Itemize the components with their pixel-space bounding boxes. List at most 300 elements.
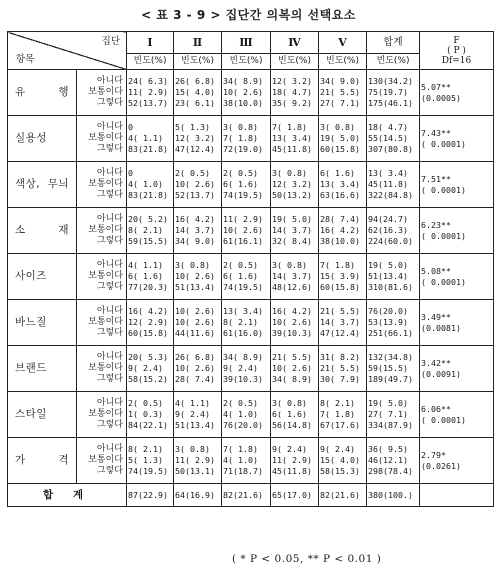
frequency-value: 4( 1.0) — [223, 455, 258, 465]
frequency-cell — [174, 300, 222, 346]
frequency-value: 72(19.0) — [223, 144, 263, 154]
frequency-value: 10( 2.6) — [272, 317, 312, 327]
row-label: 바느질 — [8, 300, 77, 346]
frequency-value: 12( 3.2) — [272, 179, 312, 189]
frequency-cell — [367, 392, 420, 438]
frequency-value: 59(15.5) — [368, 363, 408, 373]
frequency-cell — [271, 300, 319, 346]
frequency-cell — [271, 162, 319, 208]
table-row — [8, 254, 494, 300]
frequency-cell — [271, 392, 319, 438]
frequency-value: 4( 1.0) — [223, 409, 258, 419]
frequency-value: 12( 2.9) — [128, 317, 168, 327]
freq-subheader: 빈도(%) — [367, 54, 420, 70]
response-options — [77, 254, 127, 300]
total-value: 380(100.) — [367, 484, 420, 507]
frequency-value: 51(13.4) — [368, 271, 408, 281]
response-option: 그렇다 — [96, 190, 123, 200]
frequency-cell — [174, 70, 222, 116]
frequency-value: 9( 2.4) — [272, 444, 307, 454]
response-option: 그렇다 — [96, 236, 123, 246]
frequency-value: 71(18.7) — [223, 466, 263, 476]
total-label: 합 계 — [8, 484, 127, 507]
f-value-cell — [420, 438, 494, 484]
frequency-value: 322(84.8) — [368, 190, 413, 200]
frequency-cell — [174, 116, 222, 162]
frequency-cell — [222, 254, 271, 300]
f-value: ( 0.0001) — [421, 184, 466, 195]
frequency-value: 51(13.4) — [175, 282, 215, 292]
frequency-value: 7( 1.8) — [320, 260, 355, 270]
frequency-value: 132(34.8) — [368, 352, 413, 362]
frequency-value: 45(11.8) — [272, 144, 312, 154]
f-value-cell — [420, 162, 494, 208]
frequency-cell — [174, 392, 222, 438]
group-header-3: Ⅲ — [222, 32, 271, 54]
frequency-value: 16( 4.2) — [320, 225, 360, 235]
frequency-value: 36( 9.5) — [368, 444, 408, 454]
frequency-value: 46(12.1) — [368, 455, 408, 465]
table-row — [8, 116, 494, 162]
frequency-cell — [319, 116, 367, 162]
frequency-value: 4( 1.0) — [128, 179, 163, 189]
f-value: (0.0261) — [421, 460, 461, 471]
frequency-value: 52(13.7) — [175, 190, 215, 200]
frequency-value: 8( 2.1) — [128, 444, 163, 454]
frequency-value: 15( 4.0) — [175, 87, 215, 97]
freq-subheader: 빈도(%) — [319, 54, 367, 70]
frequency-value: 19( 5.0) — [272, 214, 312, 224]
frequency-cell — [271, 346, 319, 392]
frequency-value: 20( 5.2) — [128, 214, 168, 224]
frequency-value: 14( 3.7) — [272, 225, 312, 235]
frequency-value: 2( 0.5) — [175, 168, 210, 178]
frequency-value: 34( 9.0) — [320, 76, 360, 86]
f-value-cell — [420, 300, 494, 346]
frequency-value: 52(13.7) — [128, 98, 168, 108]
frequency-value: 32( 8.4) — [272, 236, 312, 246]
frequency-cell — [127, 392, 174, 438]
item-axis-label: 항목 — [16, 54, 35, 65]
total-value: 82(21.6) — [319, 484, 367, 507]
frequency-value: 94(24.7) — [368, 214, 408, 224]
freq-subheader: 빈도(%) — [174, 54, 222, 70]
frequency-value: 6( 1.6) — [223, 271, 258, 281]
frequency-cell — [174, 162, 222, 208]
frequency-value: 39(10.3) — [272, 328, 312, 338]
frequency-cell — [127, 254, 174, 300]
response-options — [77, 438, 127, 484]
response-options — [77, 392, 127, 438]
f-value: ( 0.0001) — [421, 230, 466, 241]
response-option: 보통이다 — [88, 179, 123, 189]
frequency-value: 45(11.8) — [272, 466, 312, 476]
frequency-value: 9( 2.4) — [128, 363, 163, 373]
f-value-cell — [420, 116, 494, 162]
frequency-cell — [367, 70, 420, 116]
frequency-value: 15( 3.9) — [320, 271, 360, 281]
frequency-value: 10( 2.6) — [175, 306, 215, 316]
frequency-value: 3( 0.8) — [175, 444, 210, 454]
row-label: 유 행 — [8, 70, 77, 116]
frequency-cell — [319, 438, 367, 484]
frequency-cell — [222, 438, 271, 484]
frequency-value: 7( 1.8) — [223, 444, 258, 454]
frequency-cell — [367, 254, 420, 300]
frequency-value: 26( 6.8) — [175, 76, 215, 86]
frequency-cell — [174, 438, 222, 484]
group-header-5: Ⅴ — [319, 32, 367, 54]
frequency-value: 0 — [128, 168, 133, 178]
response-option: 그렇다 — [96, 98, 123, 108]
f-statistic-header — [420, 32, 494, 70]
frequency-value: 62(16.3) — [368, 225, 408, 235]
total-f-empty — [420, 484, 494, 507]
frequency-value: 8( 2.1) — [128, 225, 163, 235]
frequency-value: 23( 6.1) — [175, 98, 215, 108]
frequency-value: 130(34.2) — [368, 76, 413, 86]
frequency-value: 61(16.0) — [223, 328, 263, 338]
frequency-value: 4( 1.1) — [128, 133, 163, 143]
f-value-cell — [420, 70, 494, 116]
frequency-value: 7( 1.8) — [223, 133, 258, 143]
frequency-cell — [367, 300, 420, 346]
response-options — [77, 162, 127, 208]
frequency-value: 3( 0.8) — [272, 260, 307, 270]
frequency-cell — [127, 162, 174, 208]
frequency-value: 3( 0.8) — [175, 260, 210, 270]
frequency-value: 47(12.4) — [320, 328, 360, 338]
frequency-value: 76(20.0) — [223, 420, 263, 430]
frequency-value: 8( 2.1) — [320, 398, 355, 408]
frequency-value: 74(19.5) — [128, 466, 168, 476]
frequency-cell — [319, 162, 367, 208]
f-value: 2.79* — [421, 449, 446, 460]
f-value: 5.08** — [421, 265, 451, 276]
frequency-cell — [319, 392, 367, 438]
frequency-cell — [127, 116, 174, 162]
f-value: 7.51** — [421, 173, 451, 184]
frequency-value: 15( 4.0) — [320, 455, 360, 465]
frequency-value: 28( 7.4) — [175, 374, 215, 384]
response-option: 그렇다 — [96, 374, 123, 384]
table-row — [8, 162, 494, 208]
response-option: 아니다 — [96, 76, 123, 86]
frequency-value: 74(19.5) — [223, 282, 263, 292]
frequency-value: 60(15.8) — [320, 144, 360, 154]
frequency-cell — [222, 346, 271, 392]
frequency-value: 6( 1.6) — [320, 168, 355, 178]
frequency-value: 6( 1.6) — [128, 271, 163, 281]
frequency-value: 19( 5.0) — [368, 260, 408, 270]
frequency-value: 10( 2.6) — [175, 179, 215, 189]
frequency-value: 27( 7.1) — [368, 409, 408, 419]
frequency-cell — [319, 346, 367, 392]
response-option: 보통이다 — [88, 317, 123, 327]
frequency-value: 38(10.0) — [223, 98, 263, 108]
frequency-value: 6( 1.6) — [223, 179, 258, 189]
table-row — [8, 300, 494, 346]
f-value: ( 0.0001) — [421, 138, 466, 149]
frequency-value: 38(10.0) — [320, 236, 360, 246]
frequency-cell — [319, 208, 367, 254]
header-row-groups — [8, 32, 494, 54]
frequency-cell — [319, 70, 367, 116]
frequency-cell — [367, 438, 420, 484]
frequency-cell — [222, 208, 271, 254]
response-options — [77, 208, 127, 254]
f-value: (0.0081) — [421, 322, 461, 333]
frequency-cell — [271, 438, 319, 484]
frequency-value: 60(15.8) — [320, 282, 360, 292]
frequency-value: 21( 5.5) — [320, 306, 360, 316]
response-option: 아니다 — [96, 306, 123, 316]
response-option: 그렇다 — [96, 144, 123, 154]
response-option: 아니다 — [96, 168, 123, 178]
frequency-value: 34( 8.9) — [223, 76, 263, 86]
frequency-value: 189(49.7) — [368, 374, 413, 384]
f-header-line: Df=16 — [441, 55, 472, 66]
freq-subheader: 빈도(%) — [222, 54, 271, 70]
f-value-cell — [420, 208, 494, 254]
frequency-cell — [222, 300, 271, 346]
frequency-value: 2( 0.5) — [128, 398, 163, 408]
frequency-value: 50(13.2) — [272, 190, 312, 200]
frequency-value: 67(17.6) — [320, 420, 360, 430]
response-options — [77, 116, 127, 162]
frequency-value: 13( 3.4) — [368, 168, 408, 178]
response-option: 보통이다 — [88, 409, 123, 419]
frequency-value: 5( 1.3) — [128, 455, 163, 465]
frequency-value: 13( 3.4) — [223, 306, 263, 316]
total-value: 87(22.9) — [127, 484, 174, 507]
frequency-value: 3( 0.8) — [320, 122, 355, 132]
frequency-value: 74(19.5) — [223, 190, 263, 200]
f-header-line: F — [453, 35, 460, 46]
response-option: 그렇다 — [96, 466, 123, 476]
frequency-value: 13( 3.4) — [272, 133, 312, 143]
frequency-value: 307(80.8) — [368, 144, 413, 154]
frequency-value: 20( 5.3) — [128, 352, 168, 362]
response-options — [77, 300, 127, 346]
f-value: 6.06** — [421, 403, 451, 414]
frequency-value: 83(21.8) — [128, 190, 168, 200]
frequency-value: 10( 2.6) — [223, 225, 263, 235]
group-header-1: Ⅰ — [127, 32, 174, 54]
corner-header-cell — [8, 32, 127, 70]
frequency-value: 76(20.0) — [368, 306, 408, 316]
frequency-cell — [127, 300, 174, 346]
table-row — [8, 346, 494, 392]
frequency-value: 7( 1.8) — [272, 122, 307, 132]
total-value: 82(21.6) — [222, 484, 271, 507]
frequency-cell — [127, 70, 174, 116]
response-option: 그렇다 — [96, 420, 123, 430]
f-value: (0.0005) — [421, 92, 461, 103]
response-options — [77, 70, 127, 116]
frequency-value: 77(20.3) — [128, 282, 168, 292]
frequency-cell — [367, 162, 420, 208]
frequency-value: 334(87.9) — [368, 420, 413, 430]
frequency-cell — [319, 254, 367, 300]
frequency-value: 9( 2.4) — [175, 409, 210, 419]
frequency-value: 31( 8.2) — [320, 352, 360, 362]
frequency-value: 11( 2.9) — [272, 455, 312, 465]
frequency-value: 5( 1.3) — [175, 122, 210, 132]
frequency-value: 21( 5.5) — [272, 352, 312, 362]
frequency-value: 251(66.1) — [368, 328, 413, 338]
frequency-value: 16( 4.2) — [175, 214, 215, 224]
frequency-value: 6( 1.6) — [272, 409, 307, 419]
frequency-value: 19( 5.0) — [320, 133, 360, 143]
frequency-value: 58(15.2) — [128, 374, 168, 384]
frequency-value: 1( 0.3) — [128, 409, 163, 419]
frequency-value: 0 — [128, 122, 133, 132]
frequency-value: 10( 2.6) — [272, 363, 312, 373]
frequency-value: 50(13.1) — [175, 466, 215, 476]
frequency-value: 10( 2.6) — [175, 317, 215, 327]
response-option: 그렇다 — [96, 328, 123, 338]
table-row — [8, 208, 494, 254]
frequency-cell — [174, 208, 222, 254]
frequency-value: 4( 1.1) — [128, 260, 163, 270]
frequency-value: 10( 2.6) — [175, 363, 215, 373]
frequency-value: 14( 3.7) — [175, 225, 215, 235]
frequency-value: 9( 2.4) — [320, 444, 355, 454]
frequency-value: 9( 2.4) — [223, 363, 258, 373]
frequency-value: 11( 2.9) — [223, 214, 263, 224]
table-row — [8, 392, 494, 438]
frequency-value: 83(21.8) — [128, 144, 168, 154]
frequency-value: 10( 2.6) — [223, 87, 263, 97]
response-option: 아니다 — [96, 122, 123, 132]
row-label: 색상, 무늬 — [8, 162, 77, 208]
frequency-value: 4( 1.1) — [175, 398, 210, 408]
total-value: 65(17.0) — [271, 484, 319, 507]
frequency-value: 7( 1.8) — [320, 409, 355, 419]
frequency-value: 16( 4.2) — [128, 306, 168, 316]
frequency-value: 84(22.1) — [128, 420, 168, 430]
frequency-cell — [127, 438, 174, 484]
frequency-cell — [271, 208, 319, 254]
frequency-value: 3( 0.8) — [223, 122, 258, 132]
frequency-cell — [127, 208, 174, 254]
response-option: 그렇다 — [96, 282, 123, 292]
f-value: ( 0.0001) — [421, 276, 466, 287]
f-value: 3.42** — [421, 357, 451, 368]
frequency-value: 175(46.1) — [368, 98, 413, 108]
row-label: 사이즈 — [8, 254, 77, 300]
frequency-cell — [367, 208, 420, 254]
frequency-value: 16( 4.2) — [272, 306, 312, 316]
frequency-value: 48(12.6) — [272, 282, 312, 292]
frequency-value: 56(14.8) — [272, 420, 312, 430]
frequency-value: 3( 0.8) — [272, 168, 307, 178]
row-label: 스타일 — [8, 392, 77, 438]
frequency-value: 21( 5.5) — [320, 87, 360, 97]
total-row — [8, 484, 494, 507]
frequency-value: 53(13.9) — [368, 317, 408, 327]
frequency-value: 18( 4.7) — [368, 122, 408, 132]
row-label: 가 격 — [8, 438, 77, 484]
f-value-cell — [420, 254, 494, 300]
f-value: ( 0.0001) — [421, 414, 466, 425]
frequency-cell — [222, 116, 271, 162]
frequency-cell — [367, 346, 420, 392]
frequency-cell — [222, 162, 271, 208]
f-value-cell — [420, 346, 494, 392]
response-option: 보통이다 — [88, 455, 123, 465]
group-header-total: 합계 — [367, 32, 420, 54]
frequency-value: 18( 4.7) — [272, 87, 312, 97]
frequency-value: 24( 6.3) — [128, 76, 168, 86]
response-option: 보통이다 — [88, 271, 123, 281]
frequency-value: 13( 3.4) — [320, 179, 360, 189]
frequency-value: 2( 0.5) — [223, 398, 258, 408]
f-value: (0.0091) — [421, 368, 461, 379]
frequency-value: 27( 7.1) — [320, 98, 360, 108]
frequency-value: 2( 0.5) — [223, 260, 258, 270]
selection-factors-table — [7, 31, 494, 507]
frequency-value: 10( 2.6) — [175, 271, 215, 281]
frequency-cell — [222, 392, 271, 438]
frequency-value: 51(13.4) — [175, 420, 215, 430]
frequency-value: 11( 2.9) — [175, 455, 215, 465]
response-option: 아니다 — [96, 214, 123, 224]
frequency-value: 12( 3.2) — [175, 133, 215, 143]
frequency-value: 298(78.4) — [368, 466, 413, 476]
frequency-value: 34( 9.0) — [175, 236, 215, 246]
row-label: 실용성 — [8, 116, 77, 162]
frequency-value: 63(16.6) — [320, 190, 360, 200]
group-header-2: Ⅱ — [174, 32, 222, 54]
f-value: 5.07** — [421, 81, 451, 92]
freq-subheader: 빈도(%) — [127, 54, 174, 70]
f-header-line: ( P ) — [447, 45, 466, 56]
table-row — [8, 438, 494, 484]
frequency-value: 45(11.8) — [368, 179, 408, 189]
frequency-value: 34( 8.9) — [272, 374, 312, 384]
table-title: < 표 3 - 9 > 집단간 의복의 선택요소 — [141, 8, 356, 22]
frequency-cell — [319, 300, 367, 346]
frequency-value: 34( 8.9) — [223, 352, 263, 362]
frequency-value: 26( 6.8) — [175, 352, 215, 362]
group-header-4: Ⅳ — [271, 32, 319, 54]
frequency-cell — [271, 116, 319, 162]
frequency-value: 30( 7.9) — [320, 374, 360, 384]
f-value-cell — [420, 392, 494, 438]
group-axis-label: 집단 — [101, 36, 120, 47]
frequency-value: 47(12.4) — [175, 144, 215, 154]
response-option: 아니다 — [96, 260, 123, 270]
frequency-value: 39(10.3) — [223, 374, 263, 384]
f-value: 3.49** — [421, 311, 451, 322]
frequency-value: 310(81.6) — [368, 282, 413, 292]
response-option: 보통이다 — [88, 87, 123, 97]
frequency-value: 21( 5.5) — [320, 363, 360, 373]
row-label: 소 재 — [8, 208, 77, 254]
frequency-value: 8( 2.1) — [223, 317, 258, 327]
response-options — [77, 346, 127, 392]
table-row — [8, 70, 494, 116]
frequency-value: 35( 9.2) — [272, 98, 312, 108]
response-option: 보통이다 — [88, 363, 123, 373]
frequency-value: 61(16.1) — [223, 236, 263, 246]
frequency-value: 55(14.5) — [368, 133, 408, 143]
frequency-cell — [271, 70, 319, 116]
response-option: 아니다 — [96, 398, 123, 408]
frequency-cell — [127, 346, 174, 392]
